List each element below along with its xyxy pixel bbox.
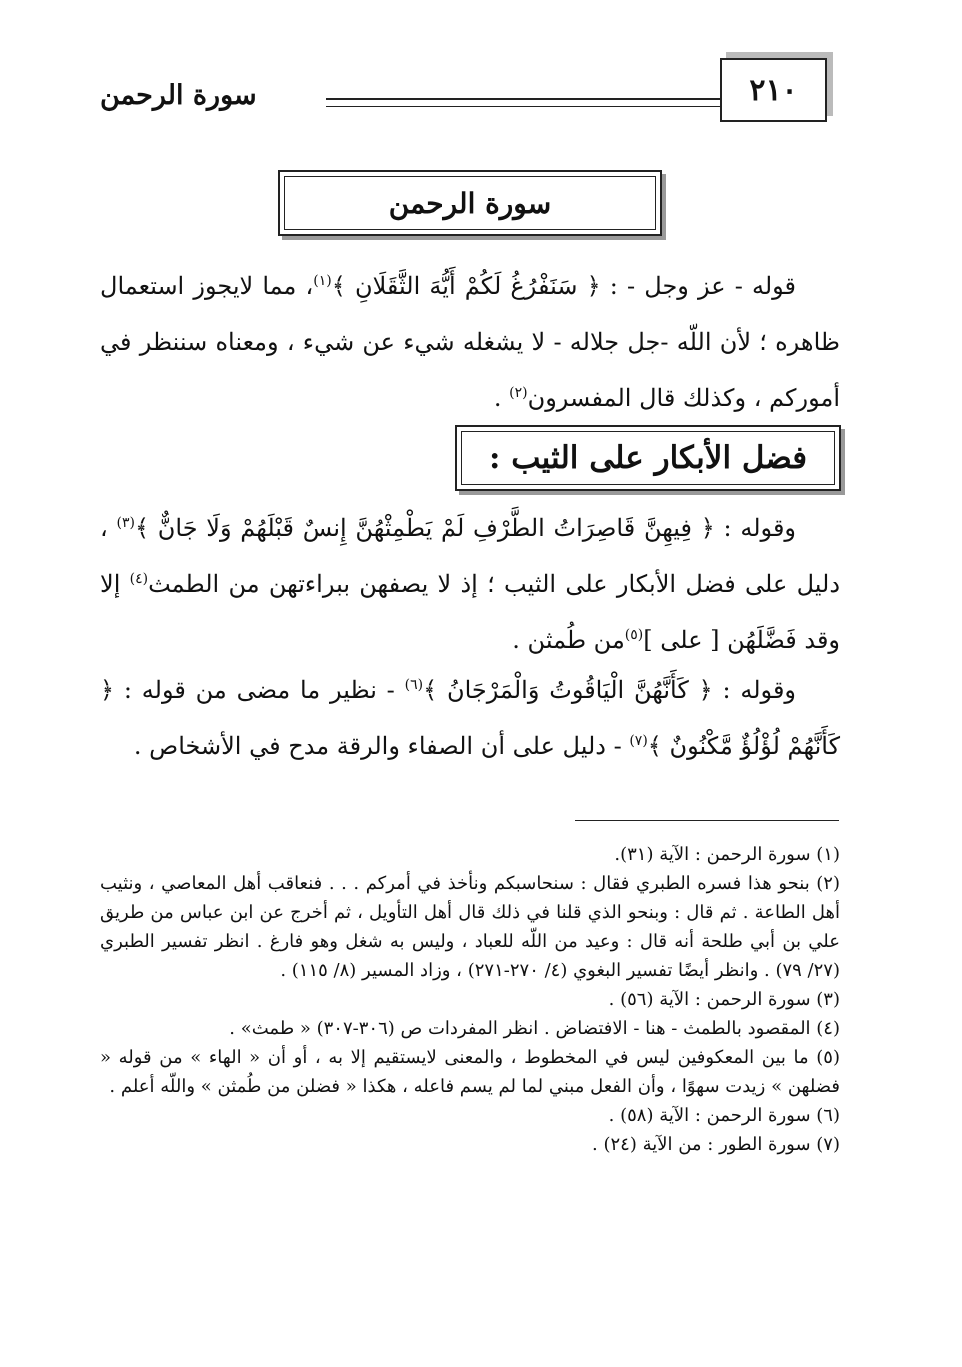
running-header-title: سورة الرحمن [100, 80, 257, 111]
footnote-ref-5: (٥) [624, 627, 644, 643]
paragraph-2 [100, 500, 840, 668]
footnote-4: (٤) المقصود بالطمث - هنا - الافتضاض . انظر المفردات ص (٣٠٦-٣٠٧) « طمث» . [229, 1018, 840, 1039]
footnote-ref-1: (١) [313, 273, 332, 289]
paragraph-3-end: - دليل على أن الصفاء والرقة مدح في الأشخاص . [133, 732, 630, 760]
footnote-7: (٧) سورة الطور : من الآية (٢٤) . [592, 1134, 840, 1155]
quran-verse-4: ﴿ كَأَنَّهُمْ لُؤْلُؤٌ مَّكْنُونٌ ﴾ [100, 676, 840, 760]
footnote-separator [575, 820, 839, 821]
quran-verse-3: ﴿ كَأَنَّهُنَّ الْيَاقُوتُ وَالْمَرْجَانُ ﴾ [423, 676, 713, 704]
footnote-ref-7: (٧) [629, 733, 648, 749]
page-number: ٢١٠ [749, 72, 798, 108]
paragraph-1 [100, 258, 840, 426]
footnote-2: (٢) بنحو هذا فسره الطبري فقال : سنحاسبكم ونأخذ في أمركم . . . فنعاقب أهل المعاصي ، ونثيب أهل الطاعة . ثم قال : وبنحو الذي قلنا في ذلك قال أهل التأويل ، ثم أخرج عن ابن عباس من طريق علي بن أبي طلحة أنه قال : وعيد من اللّه للعباد ، وليس به شغل وهو فارغ . انظر تفسير الطبري (٢٧/ ٧٩) . وانظر أيضًا تفسير البغوي (٤/ ٢٧٠-٢٧١) ، وزاد المسير (٨/ ١١٥) . [100, 873, 840, 981]
section-heading-frame [455, 425, 841, 491]
footnote-3: (٣) سورة الرحمن : الآية (٥٦) . [608, 989, 840, 1010]
paragraph-3 [100, 662, 840, 774]
section-heading: فضل الأبكار على الثيب : [461, 431, 835, 485]
footnote-1: (١) سورة الرحمن : الآية (٣١). [614, 844, 840, 865]
surah-heading-frame [278, 170, 662, 236]
page-number-box [720, 58, 827, 122]
footnote-ref-4: (٤) [129, 571, 149, 587]
footnote-ref-6: (٦) [404, 677, 424, 693]
footnotes [100, 840, 840, 1159]
paragraph-3-body: - نظير ما مضى من قوله : [114, 676, 405, 704]
footnote-5: (٥) ما بين المعكوفين ليس في المخطوط ، والمعنى لايستقيم إلا به ، أو أن « الهاء » من قوله « فضلهن » زيدت سهوًا ، وأن الفعل مبني لما لم يسم فاعله ، هكذا « فضلن من طُمثن » واللّه أعلم . [100, 1047, 840, 1097]
paragraph-1-intro: قوله - عز وجل - : [600, 272, 797, 300]
paragraph-3-intro: وقوله : [712, 676, 797, 704]
paragraph-1-end: . [493, 384, 510, 412]
footnote-ref-3: (٣) [116, 515, 135, 531]
header-rule [326, 98, 722, 107]
surah-heading: سورة الرحمن [284, 176, 656, 230]
paragraph-1-body: ، مما لايجوز استعمال ظاهره ؛ لأن اللّه -جل جلاله - لا يشغله شيء عن شيء ، ومعناه سننظر في أموركم ، وكذلك قال المفسرون [100, 272, 840, 412]
footnote-6: (٦) سورة الرحمن : الآية (٥٨) . [608, 1105, 840, 1126]
paragraph-2-body: ، دليل على فضل الأبكار على الثيب ؛ إذ لا يصفهن ببراءتهن من الطمث [100, 514, 841, 598]
quran-verse-2: ﴿ فِيهِنَّ قَاصِرَاتُ الطَّرْفِ لَمْ يَطْمِثْهُنَّ إِنسٌ قَبْلَهُمْ وَلَا جَانٌّ ﴾ [134, 514, 715, 542]
paragraph-2-intro: وقوله : [714, 514, 797, 542]
paragraph-2-cont: إلا وقد فَضَّلَهُن [ على ] [100, 570, 840, 654]
footnote-ref-2: (٢) [509, 385, 528, 401]
paragraph-2-end: من طُمثن . [512, 626, 625, 654]
quran-verse-1: ﴿ سَنَفْرُغُ لَكُمْ أَيُّهَ الثَّقَلَانِ ﴾ [331, 272, 601, 300]
